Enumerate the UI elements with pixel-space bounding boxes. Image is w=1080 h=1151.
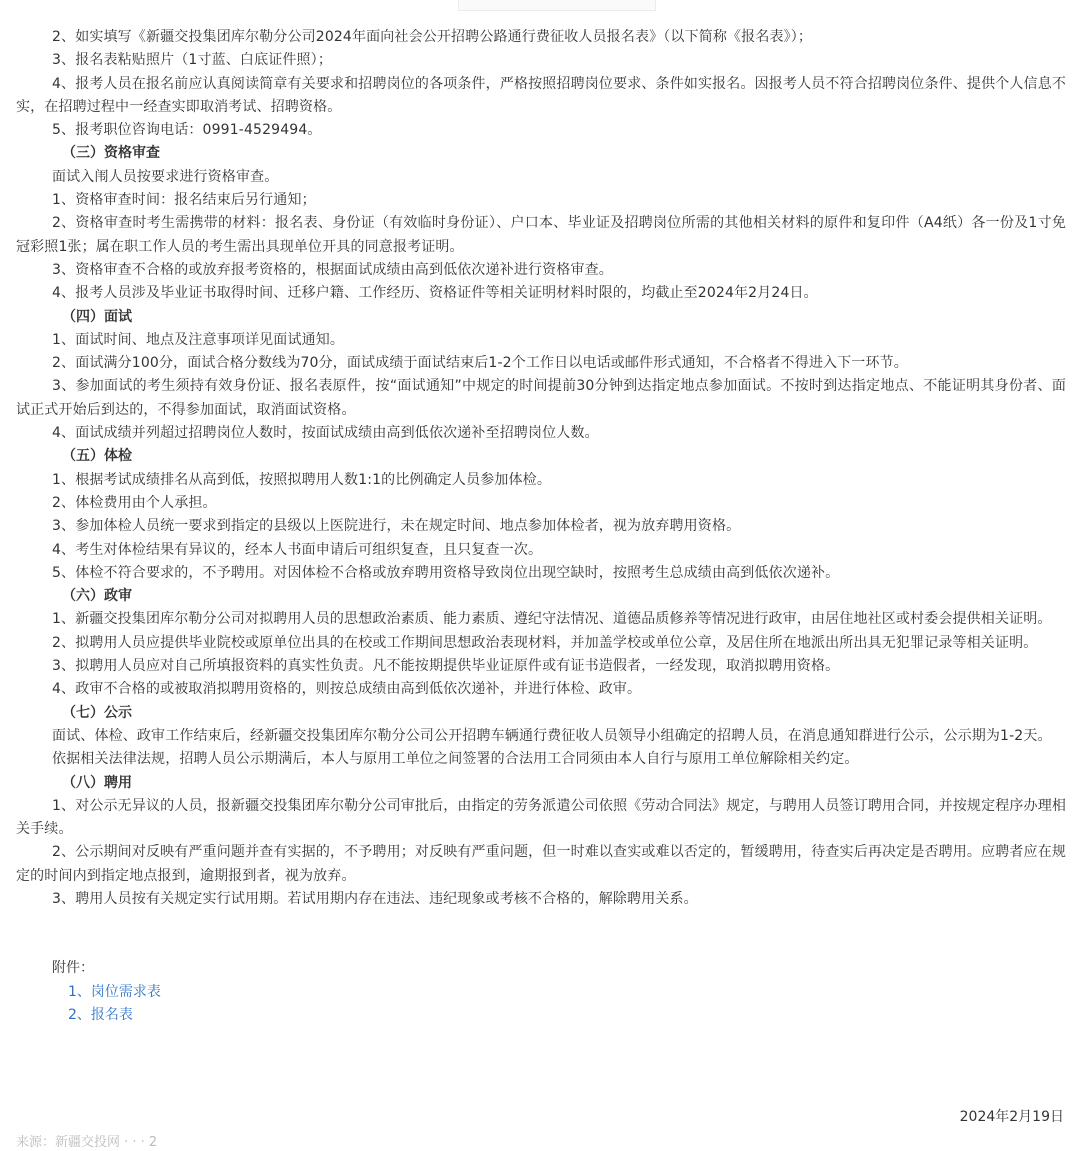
paragraph: 2、面试满分100分，面试合格分数线为70分，面试成绩于面试结束后1-2个工作日以电话或邮件形式通知，不合格者不得进入下一环节。	[52, 355, 908, 372]
section-heading: （三）资格审查	[62, 145, 160, 162]
paragraph: 5、报考职位咨询电话：0991-4529494。	[52, 122, 322, 139]
paragraph: 4、报考人员涉及毕业证书取得时间、迁移户籍、工作经历、资格证件等相关证明材料时限的，均截止至2024年2月24日。	[52, 285, 818, 302]
attachments-spacer	[16, 911, 1066, 957]
paragraph: 1、面试时间、地点及注意事项详见面试通知。	[52, 331, 345, 348]
paragraph: 4、面试成绩并列超过招聘岗位人数时，按面试成绩由高到低依次递补至招聘岗位人数。	[52, 425, 599, 442]
section-heading: （五）体检	[62, 448, 132, 465]
paragraph: 3、聘用人员按有关规定实行试用期。若试用期内存在违法、违纪现象或考核不合格的，解除聘用关系。	[52, 890, 698, 907]
paragraph: 3、资格审查不合格的或放弃报考资格的，根据面试成绩由高到低依次递补进行资格审查。	[52, 261, 613, 278]
paragraph: 2、如实填写《新疆交投集团库尔勒分公司2024年面向社会公开招聘公路通行费征收人员报名表》（以下简称《报名表》）；	[52, 29, 813, 45]
section-heading: （六）政审	[62, 588, 132, 605]
paragraph: 1、新疆交投集团库尔勒分公司对拟聘用人员的思想政治素质、能力素质、遵纪守法情况、道德品质修养等情况进行政审，由居住地社区或村委会提供相关证明。	[52, 611, 1052, 628]
top-toolbar-edge	[458, 0, 656, 11]
paragraph: 1、资格审查时间：报名结束后另行通知；	[52, 192, 316, 209]
attachment-link-job-requirements[interactable]: 1、岗位需求表	[68, 983, 161, 1000]
paragraph: 1、根据考试成绩排名从高到低，按照拟聘用人数1:1的比例确定人员参加体检。	[52, 471, 551, 488]
paragraph: 依据相关法律法规，招聘人员公示期满后，本人与原用工单位之间签署的合法用工合同须由本人自行与原用工单位解除相关约定。	[52, 751, 859, 768]
section-heading: （七）公示	[62, 704, 132, 721]
attachment-link-registration-form[interactable]: 2、报名表	[68, 1006, 133, 1023]
paragraph: 2、拟聘用人员应提供毕业院校或原单位出具的在校或工作期间思想政治表现材料，并加盖学校或单位公章，及居住所在地派出所出具无犯罪记录等相关证明。	[52, 634, 1038, 651]
paragraph: 4、政审不合格的或被取消拟聘用资格的，则按总成绩由高到低依次递补，并进行体检、政审。	[52, 681, 642, 698]
paragraph: 4、考生对体检结果有异议的，经本人书面申请后可组织复查，且只复查一次。	[52, 541, 543, 558]
attachments-label: 附件：	[52, 960, 94, 977]
paragraph: 4、报考人员在报名前应认真阅读简章有关要求和招聘岗位的各项条件，严格按照招聘岗位要求、条件如实报名。因报考人员不符合招聘岗位条件、提供个人信息不实，在招聘过程中一经查实即取消考试、招聘资格。	[16, 75, 1066, 115]
paragraph: 面试入闱人员按要求进行资格审查。	[52, 168, 279, 185]
paragraph: 面试、体检、政审工作结束后，经新疆交投集团库尔勒分公司公开招聘车辆通行费征收人员领导小组确定的招聘人员，在消息通知群进行公示，公示期为1-2天。	[52, 727, 1052, 744]
paragraph: 1、对公示无异议的人员，报新疆交投集团库尔勒分公司审批后，由指定的劳务派遣公司依照《劳动合同法》规定，与聘用人员签订聘用合同，并按规定程序办理相关手续。	[16, 797, 1066, 838]
paragraph: 2、资格审查时考生需携带的材料：报名表、身份证（有效临时身份证）、户口本、毕业证及招聘岗位所需的其他相关材料的原件和复印件（A4纸）各一份及1寸免冠彩照1张；属在职工作人员的考生需出具现单位开具的同意报考证明。	[16, 215, 1066, 255]
paragraph: 3、拟聘用人员应对自己所填报资料的真实性负责。凡不能按期提供毕业证原件或有证书造假者，一经发现，取消拟聘用资格。	[52, 658, 840, 675]
paragraph: 3、参加面试的考生须持有效身份证、报名表原件，按“面试通知”中规定的时间提前30分钟到达指定地点参加面试。不按时到达指定地点、不能证明其身份者、面试正式开始后到达的，不得参加面试，取消面试资格。	[16, 378, 1066, 418]
paragraph: 3、参加体检人员统一要求到指定的县级以上医院进行，未在规定时间、地点参加体检者，视为放弃聘用资格。	[52, 518, 741, 535]
publish-date: 2024年2月19日	[959, 1109, 1064, 1125]
source-line: 来源：新疆交投网 · · · 2	[16, 1135, 158, 1150]
paragraph: 2、公示期间对反映有严重问题并查有实据的，不予聘用；对反映有严重问题，但一时难以查实或难以否定的，暂缓聘用，待查实后再决定是否聘用。应聘者应在规定的时间内到指定地点报到，逾期报到者，视为放弃。	[16, 844, 1066, 884]
article-body	[16, 26, 1066, 1027]
paragraph: 3、报名表粘贴照片（1寸蓝、白底证件照）；	[52, 52, 332, 69]
article-paragraphs	[16, 26, 1066, 911]
section-heading: （四）面试	[62, 308, 132, 325]
paragraph: 5、体检不符合要求的，不予聘用。对因体检不合格或放弃聘用资格导致岗位出现空缺时，按照考生总成绩由高到低依次递补。	[52, 564, 840, 581]
section-heading: （八）聘用	[62, 774, 132, 791]
paragraph: 2、体检费用由个人承担。	[52, 494, 217, 511]
